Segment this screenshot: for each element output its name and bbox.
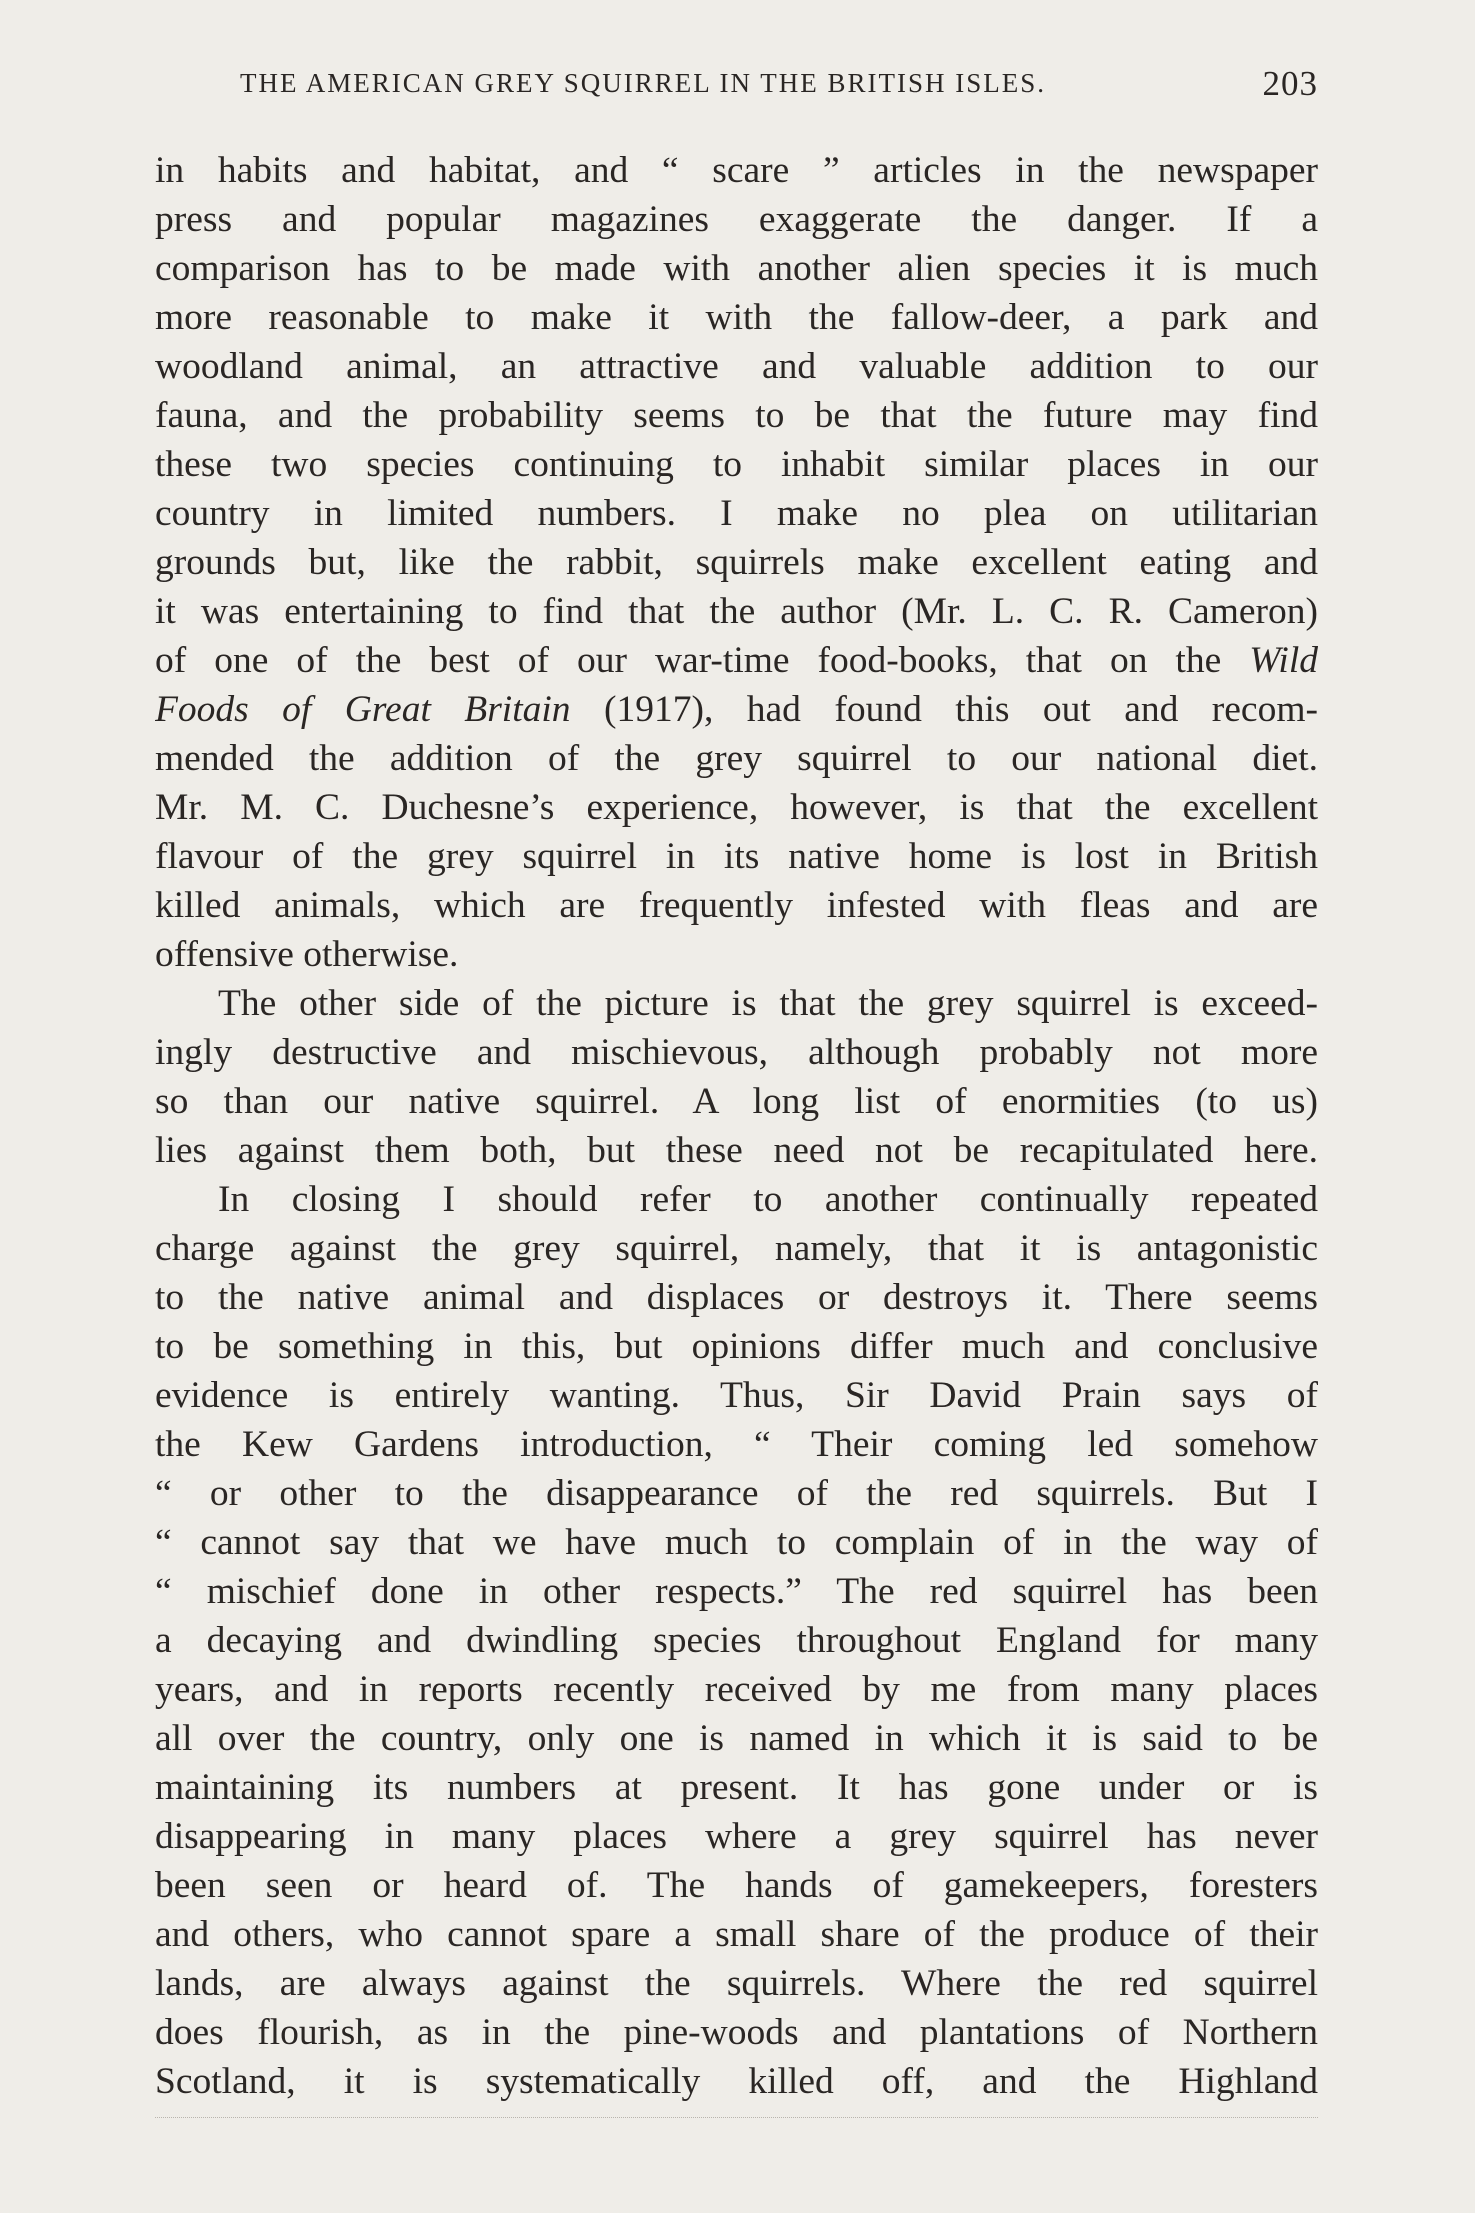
text-line: to be something in this, but opinions differ much and conclusive: [155, 1326, 1318, 1367]
text-line: maintaining its numbers at present. It has gone under or is: [155, 1767, 1318, 1808]
text-line: lands, are always against the squirrels. Where the red squirrel: [155, 1963, 1318, 2004]
text-line: country in limited numbers. I make no plea on utilitarian: [155, 493, 1318, 534]
text-line: mended the addition of the grey squirrel to our national diet.: [155, 738, 1318, 779]
text-line: lies against them both, but these need not be recapitulated here.: [155, 1130, 1318, 1171]
text-segment: (1917), had found this out and recom-: [604, 689, 1318, 730]
text-line: disappearing in many places where a grey squirrel has never: [155, 1816, 1318, 1857]
text-line: all over the country, only one is named in which it is said to be: [155, 1718, 1318, 1759]
text-line: comparison has to be made with another alien species it is much: [155, 248, 1318, 289]
text-line: grounds but, like the rabbit, squirrels make excellent eating and: [155, 542, 1318, 583]
text-line: and others, who cannot spare a small share of the produce of their: [155, 1914, 1318, 1955]
text-line: “ mischief done in other respects.” The red squirrel has been: [155, 1571, 1318, 1612]
text-line: evidence is entirely wanting. Thus, Sir David Prain says of: [155, 1375, 1318, 1416]
text-line: offensive otherwise.: [155, 934, 459, 975]
text-line: in habits and habitat, and “ scare ” articles in the newspaper: [155, 150, 1318, 191]
text-line: woodland animal, an attractive and valuable addition to our: [155, 346, 1318, 387]
italic-title-fragment: Wild: [1249, 640, 1318, 681]
text-line: to the native animal and displaces or destroys it. There seems: [155, 1277, 1318, 1318]
text-line: a decaying and dwindling species throughout England for many: [155, 1620, 1318, 1661]
running-title: THE AMERICAN GREY SQUIRREL IN THE BRITISH ISLES.: [240, 68, 1047, 98]
text-line: charge against the grey squirrel, namely, that it is antagonistic: [155, 1228, 1318, 1269]
text-line: In closing I should refer to another continually repeated: [218, 1179, 1318, 1220]
text-line: these two species continuing to inhabit similar places in our: [155, 444, 1318, 485]
text-line: killed animals, which are frequently infested with fleas and are: [155, 885, 1318, 926]
running-head: [240, 64, 1318, 108]
text-line: The other side of the picture is that the grey squirrel is exceed-: [218, 983, 1318, 1024]
text-line: ingly destructive and mischievous, although probably not more: [155, 1032, 1318, 1073]
text-line: fauna, and the probability seems to be that the future may find: [155, 395, 1318, 436]
text-line: flavour of the grey squirrel in its native home is lost in British: [155, 836, 1318, 877]
text-line: press and popular magazines exaggerate the danger. If a: [155, 199, 1318, 240]
text-line: more reasonable to make it with the fallow-deer, a park and: [155, 297, 1318, 338]
text-line: so than our native squirrel. A long list of enormities (to us): [155, 1081, 1318, 1122]
text-line: [155, 636, 1318, 685]
text-line: been seen or heard of. The hands of gamekeepers, foresters: [155, 1865, 1318, 1906]
italic-title-fragment: Foods of Great Britain: [155, 689, 571, 730]
text-line: the Kew Gardens introduction, “ Their coming led somehow: [155, 1424, 1318, 1465]
text-line: it was entertaining to find that the author (Mr. L. C. R. Cameron): [155, 591, 1318, 632]
text-line: Mr. M. C. Duchesne’s experience, however, is that the excellent: [155, 787, 1318, 828]
text-line: “ or other to the disappearance of the red squirrels. But I: [155, 1473, 1318, 1514]
page-number: 203: [1262, 64, 1318, 103]
bottom-dotted-rule: [155, 2117, 1318, 2118]
text-line: years, and in reports recently received by me from many places: [155, 1669, 1318, 1710]
text-line: Scotland, it is systematically killed off, and the Highland: [155, 2061, 1318, 2102]
text-segment: of one of the best of our war-time food-books, that on the: [155, 640, 1222, 681]
text-line: “ cannot say that we have much to complain of in the way of: [155, 1522, 1318, 1563]
text-line: [155, 685, 1318, 734]
text-line: does flourish, as in the pine-woods and plantations of Northern: [155, 2012, 1318, 2053]
body-text: [155, 146, 1318, 2106]
